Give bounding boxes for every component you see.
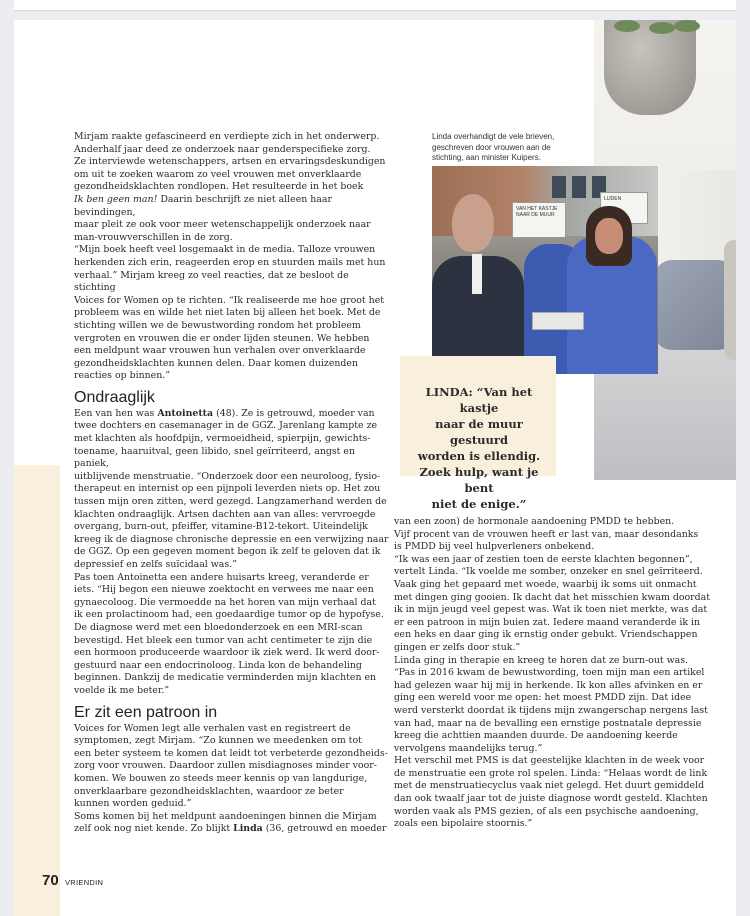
text-line: verhaal.” Mirjam kreeg zo veel reacties, dat ze besloot de stichting [74,269,349,294]
plant-leaf [649,22,675,34]
text-line: zorg voor vrouwen. Daardoor zullen misdiagnoses minder voor- [74,760,377,772]
text-line: Mirjam raakte gefascineerd en verdiepte zich in het onderwerp. [74,131,380,142]
text-line: “Ik was een jaar of zestien toen de eerste klachten begonnen”, [394,553,693,565]
text-line: Linda ging in therapie en kreeg te horen dat ze burn-out was. [394,654,689,666]
section-heading: Er zit een patroon in [74,703,218,721]
quote-line: niet de enige.” [431,497,527,511]
caption-line: geschreven door vrouwen aan de [432,142,551,152]
text-line: worden vaak als PMS gezien, of als een psychische aandoening, [394,805,699,817]
text-line: Anderhalf jaar deed ze onderzoek naar genderspecifieke zorg. [74,143,371,155]
paragraph [74,811,392,836]
text-line: De diagnose werd met een bloedonderzoek en een MRI-scan [74,621,363,633]
text-line: toename, haaruitval, geen libido, snel geïrriteerd, angst en paniek, [74,445,356,470]
text-line: iets. “Hij begon een nieuwe zoektocht en verwees me naar een [74,584,374,596]
text-fragment: zelf ook nog niet kende. Zo blijkt [74,823,234,835]
quote-line: LINDA: “Van het kastje [425,385,533,415]
text-line: depressief en zelfs suïcidaal was.” [74,559,237,570]
text-line: beginnen. Dankzij de medicatie verminderden mijn klachten en [74,672,377,684]
paragraph [394,755,714,831]
text-line: probleem was en wilde het niet laten bij alleen het boek. Met de [74,307,381,319]
pull-quote [406,384,552,512]
text-line [74,823,392,836]
text-line: is PMDD bij veel hulpverleners onbekend. [394,541,595,553]
window [552,176,566,198]
text-line: van had, maar na de bevalling een ernstige postnatale depressie [394,717,702,729]
text-line: een heks en daar ging ik ernstig onder gebukt. Vriendschappen [394,629,698,641]
text-fragment: (36, getrouwd en moeder [262,823,387,835]
text-line: therapeut en internist op een pijnpoli leverden niets op. Het zou [74,483,381,495]
text-line: de GGZ. Op een gegeven moment begon ik zelf te geloven dat ik [74,546,381,558]
beige-accent-strip [14,465,60,916]
text-line: twee dochters en casemanager in de GGZ. Jarenlang kampte ze [74,420,378,432]
sign-line: VAN HET KASTJE [516,206,558,212]
text-line: uitblijvende menstruatie. “Onderzoek door een neuroloog, fysio- [74,470,381,482]
person-name: Linda [233,823,263,835]
text-line: voelde ik me beter.” [74,684,170,696]
text-fragment: Een van hen was [74,407,158,419]
text-line: er een patroon in mijn buien zat. Iedere maand veranderde ik in [394,616,701,628]
text-line: Voices for Women legt alle verhalen vast en registreert de [74,722,351,734]
text-line: met klachten als hoofdpijn, vermoeidheid, spierpijn, gewichts- [74,433,371,445]
quote-line: Zoek hulp, want je bent [419,465,539,495]
article-column-2 [394,516,714,831]
text-line: gezondheidsklachten kunnen delen. Daar komen duizenden [74,357,359,369]
text-line: kunnen worden geduid.” [74,798,192,810]
text-line: om uit te zoeken waarom zo veel vrouwen met onverklaarde [74,168,362,180]
text-line: vergroten en vrouwen die er onder lijden steunen. We hebben [74,332,370,344]
plant-pot [604,20,696,115]
text-line: vervolgens maandelijks terug.” [394,742,543,754]
text-line: Soms komen bij het meldpunt aandoeningen binnen die Mirjam [74,810,377,822]
text-line [74,194,392,219]
paragraph [394,554,714,655]
paragraph [74,131,392,244]
text-line: dan ook twaalf jaar tot de juiste diagnose wordt gesteld. Klachten [394,793,708,805]
text-line: Ze interviewde wetenschappers, artsen en ervaringsdeskundigen [74,156,386,168]
photo-caption [432,132,592,164]
quote-line: naar de muur gestuurd [435,417,523,447]
letter-stack [532,312,584,330]
handover-photo [432,166,658,374]
article-column-1 [74,131,392,836]
cushion [724,240,736,360]
paragraph [74,723,392,811]
linda-face [595,218,623,254]
text-line: symptomen, zegt Mirjam. “Zo kunnen we meedenken om tot [74,735,362,747]
text-line: kreeg ik de diagnose chronische depressie en een verwijzing naar [74,533,389,545]
text-line: Vijf procent van de vrouwen heeft er last van, maar desondanks [394,528,699,540]
plant-leaf [674,20,700,32]
text-line: stichting willen we de bewustwording rondom het probleem [74,319,361,331]
text-line: een beter systeem te komen dat leidt tot verbeterde gezondheids- [74,747,388,759]
magazine-page [14,20,736,916]
magazine-name: VRIENDIN [65,878,104,887]
text-line: van een zoon) de hormonale aandoening PMDD te hebben. [394,516,675,527]
paragraph [394,655,714,756]
protest-sign [512,202,566,238]
text-line: een meldpunt waar vrouwen hun verhalen over onverklaarde [74,345,366,357]
text-line: komen. We bouwen zo steeds meer kennis op van langdurige, [74,772,368,784]
text-line: werd versterkt doordat ik tijdens mijn zwangerschap nergens last [394,704,708,716]
minister-shirt [472,254,482,294]
text-line: ik in mijn jeugd veel gepest was. Wat ik toen niet merkte, was dat [394,604,708,616]
text-line: herkenden zich erin, reageerden erop en stuurden mails met hun [74,256,386,268]
text-line [74,408,392,421]
previous-page-edge [14,0,736,11]
text-line: met de menstruatiecyclus vaak niet gelegd. Het duurt gemiddeld [394,780,705,792]
text-line: gestuurd naar een endocrinoloog. Linda kon de behandeling [74,659,362,671]
caption-line: stichting, aan minister Kuipers. [432,153,541,162]
text-fragment: Daarin beschrijft ze niet alleen haar bevindingen, [74,193,332,218]
text-line: maar pleit ze ook voor meer wetenschappelijk onderzoek naar [74,219,371,231]
text-line: had gelezen waar hij mij in herkende. Ik kon alles afvinken en er [394,679,703,691]
sign-line: NAAR DE MUUR [516,212,555,218]
page-number: 70 [42,872,59,889]
text-line: Het verschil met PMS is dat geestelijke klachten in de week voor [394,755,705,767]
text-line: man-vrouwverschillen in de zorg. [74,231,233,243]
text-line: ging een wereld voor me open: het moest PMDD zijn. Dat idee [394,692,692,704]
paragraph [74,572,392,698]
text-line: de menstruatie een grote rol spelen. Linda: “Helaas wordt de link [394,767,708,779]
text-line: zoals een bipolaire stoornis.” [394,818,533,830]
text-line: vertelt Linda. “Ik voelde me somber, onzeker en snel geïrriteerd. [394,566,703,578]
text-line: klachten ondraaglijk. Artsen dachten aan van alles: vervroegde [74,508,376,520]
window [572,176,586,198]
text-line: Voices for Women op te richten. “Ik realiseerde me hoe groot het [74,294,385,306]
paragraph [74,244,392,383]
text-line: overgang, burn-out, pfeiffer, vitamine-B12-tekort. Uiteindelijk [74,521,368,533]
text-line: een hormoon produceerde waardoor ik ziek werd. Ik werd door- [74,647,380,659]
text-line: “Mijn boek heeft veel losgemaakt in de media. Talloze vrouwen [74,244,376,256]
text-line: bevestigd. Het bleek een tumor van acht centimeter te zijn die [74,634,373,646]
text-line: Vaak ging het gepaard met woede, waarbij ik soms uit onmacht [394,578,697,590]
paragraph [394,516,714,554]
text-line: gingen er zelfs door stuk.” [394,641,521,653]
text-line: tussen mijn oren zitten, werd gezegd. Langzamerhand werden de [74,496,387,508]
caption-line: Linda overhandigt de vele brieven, [432,132,555,141]
text-line: reacties op binnen.” [74,370,171,382]
book-title: Ik ben geen man! [74,193,158,205]
text-line: onverklaarbare gezondheidsklachten, waardoor ze beter [74,785,344,797]
section-heading: Ondraaglijk [74,388,155,406]
text-line: ik een prolactinoom had, een goedaardige tumor op de hypofyse. [74,609,384,621]
plant-leaf [614,20,640,32]
paragraph [74,408,392,572]
protest-sign-text [513,203,565,221]
text-line: “Pas in 2016 kwam de bewustwording, toen mijn man een artikel [394,667,705,679]
text-line: Pas toen Antoinetta een andere huisarts kreeg, veranderde er [74,571,369,583]
quote-line: worden is ellendig. [417,449,541,463]
sign-line: LIJDEN [604,196,622,202]
text-line: gezondheidsklachten rondlopen. Het resulteerde in het boek [74,181,364,193]
text-line: met dingen ging gooien. Ik dacht dat het misschien kwam doordat [394,591,710,603]
text-fragment: (48). Ze is getrouwd, moeder van [213,407,375,419]
person-name: Antoinetta [157,407,214,419]
text-line: gynaecoloog. Die vermoedde na het horen van mijn verhaal dat [74,596,376,608]
text-line: kreeg die achttien maanden duurde. De aandoening keerde [394,730,678,742]
minister-head [452,194,494,252]
